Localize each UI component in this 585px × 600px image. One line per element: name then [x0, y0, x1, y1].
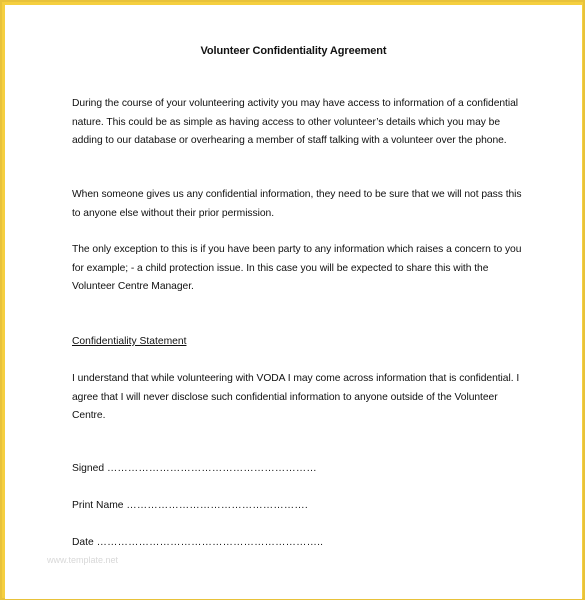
print-name-dots: …………………………………………….: [126, 500, 308, 511]
print-name-label: Print Name: [72, 500, 124, 511]
date-line: [72, 537, 323, 548]
statement-paragraph: I understand that while volunteering with VODA I may come across information that is confidential. I agree that I will never disclose such confidential information to anyone outside of the Volunteer Centre.: [72, 373, 520, 421]
signed-dots: ……………………………………………………: [106, 463, 317, 474]
intro-paragraph: During the course of your volunteering activity you may have access to information of a confidential nature. This could be as simple as having access to other volunteer’s details which you may be adding to our database or overhearing a member of staff talking with a volunteer over the phone.: [72, 98, 519, 146]
date-dots: ………………………………………………………..: [96, 537, 324, 548]
page-frame: [2, 2, 583, 598]
document-title: Volunteer Confidentiality Agreement: [200, 45, 387, 57]
watermark: www.template.net: [47, 555, 119, 565]
print-name-line: [72, 500, 308, 511]
statement-heading: Confidentiality Statement: [72, 336, 187, 347]
signed-line: [72, 463, 317, 474]
permission-paragraph: When someone gives us any confidential information, they need to be sure that we will not pass this to anyone else without their prior permission.: [72, 189, 522, 219]
date-label: Date: [72, 537, 94, 548]
document-page: [5, 5, 582, 599]
exception-paragraph: The only exception to this is if you have been party to any information which raises a concern to you for example; - a child protection issue. In this case you will be expected to share this with the Volunteer Centre Manager.: [72, 244, 522, 292]
signed-label: Signed: [72, 463, 105, 474]
